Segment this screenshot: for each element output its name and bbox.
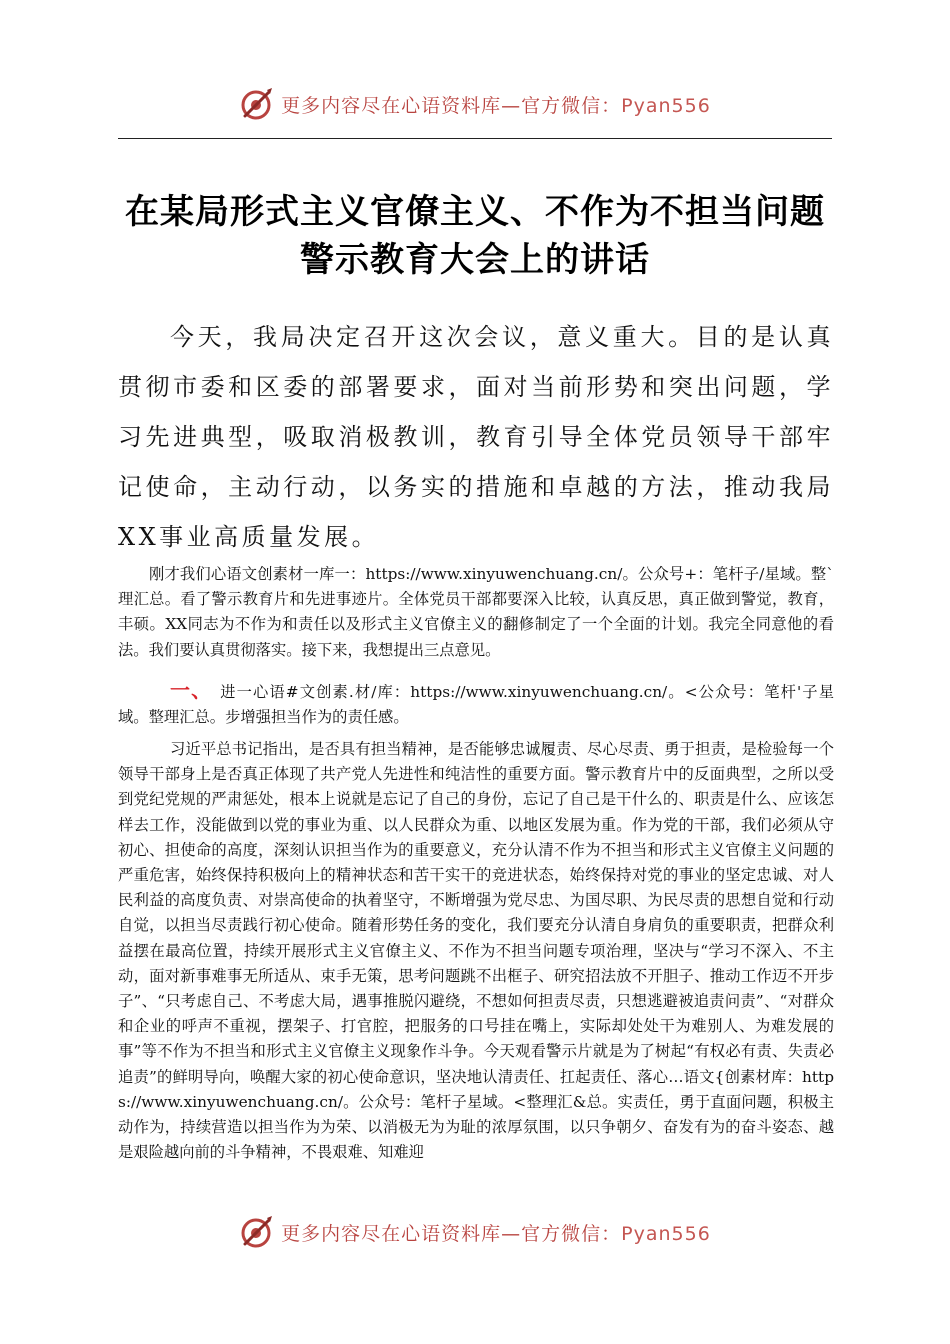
intro-paragraph: 今天，我局决定召开这次会议，意义重大。目的是认真贯彻市委和区委的部署要求，面对当前形势和突出问题，学习先进典型，吸取消极教训，教育引导全体党员领导干部牢记使命，主动行动，以务实的措施和卓越的方法，推动我局XX事业高质量发展。 xyxy=(118,323,834,551)
brush-logo-icon xyxy=(239,86,275,122)
paragraph-1: 刚才我们心语文创素材一库一：https://www.xinyuwenchuang.cn/。公众号+：笔杆子/星域。整`理汇总。看了警示教育片和先进事迹片。全体党员干部都要深入比较，认真反思，真正做到警觉，教育，丰硕。XX同志为不作为和责任以及形式主义官僚主义的翻修制定了一个全面的计划。我完全同意他的看法。我们要认真贯彻落实。接下来，我想提出三点意见。 xyxy=(118,565,834,659)
section-heading-text: 进一心语#文创素.材/库：https://www.xinyuwenchuang.cn/。<公众号：笔杆'子星域。整理汇总。步增强担当作为的责任感。 xyxy=(118,683,834,727)
paragraph-3: 习近平总书记指出，是否具有担当精神，是否能够忠诚履责、尽心尽责、勇于担责，是检验每一个领导干部身上是否真正体现了共产党人先进性和纯洁性的重要方面。警示教育片中的反面典型，之所以受到党纪党规的严肃惩处，根本上说就是忘记了自己的身份，忘记了自己是干什么的、职责是什么、应该怎样去工作，没能做到以党的事业为重、以人民群众为重、以地区发展为重。作为党的干部，我们必须从守初心、担使命的高度，深刻认识担当作为的重要意义，充分认清不作为不担当和形式主义官僚主义问题的严重危害，始终保持积极向上的精神状态和苦干实干的竞进状态，始终保持对党的事业的坚定忠诚、对人民利益的高度负责、对崇高使命的执着坚守，不断增强为党尽忠、为国尽职、为民尽责的思想自觉和行动自觉，以担当尽责践行初心使命。随着形势任务的变化，我们要充分认清自身肩负的重要职责，把群众利益摆在最高位置，持续开展形式主义官僚主义、不作为不担当问题专项治理，坚决与“学习不深入、不主动，面对新事难事无所适从、束手无策，思考问题跳不出框子、研究招法放不开胆子、推动工作迈不开步子”、“只考虑自己、不考虑大局，遇事推脱闪避绕，不想如何担责尽责，只想逃避被追责问责”、“对群众和企业的呼声不重视，摆架子、打官腔，把服务的口号挂在嘴上，实际却处处干为难别人、为难发展的事”等不作为不担当和形式主义官僚主义现象作斗争。今天观看警示片就是为了树起“有权必有责、失责必追责”的鲜明导向，唤醒大家的初心使命意识，坚决地认清责任、扛起责任、落心…语文{创素材库：https://www.xinyuwenchuang.cn/。公众号：笔杆子星域。<整理汇&总。实责任，勇于直面问题，积极主动作为，持续营造以担当作为为荣、以消极无为为耻的浓厚氛围，以只争朝夕、奋发有为的奋斗姿态、越是艰险越向前的斗争精神，不畏艰难、知难迎 xyxy=(118,740,834,1162)
section-heading-1 xyxy=(118,678,834,730)
header-watermark-banner xyxy=(0,84,950,124)
watermark-text: 更多内容尽在心语资料库—官方微信：Pyan556 xyxy=(281,1222,711,1245)
wechat-id: Pyan556 xyxy=(621,1222,711,1245)
title-line-1: 在某局形式主义官僚主义、不作为不担当问题 xyxy=(125,192,825,232)
watermark-text: 更多内容尽在心语资料库—官方微信：Pyan556 xyxy=(281,94,711,117)
wechat-id: Pyan556 xyxy=(621,94,711,117)
brush-logo-icon xyxy=(239,1214,275,1250)
document-title xyxy=(60,188,890,284)
footer-watermark-banner xyxy=(0,1212,950,1252)
header-divider xyxy=(118,138,832,139)
title-line-2: 警示教育大会上的讲话 xyxy=(300,240,650,280)
section-number-marker: 一、 xyxy=(170,678,213,702)
